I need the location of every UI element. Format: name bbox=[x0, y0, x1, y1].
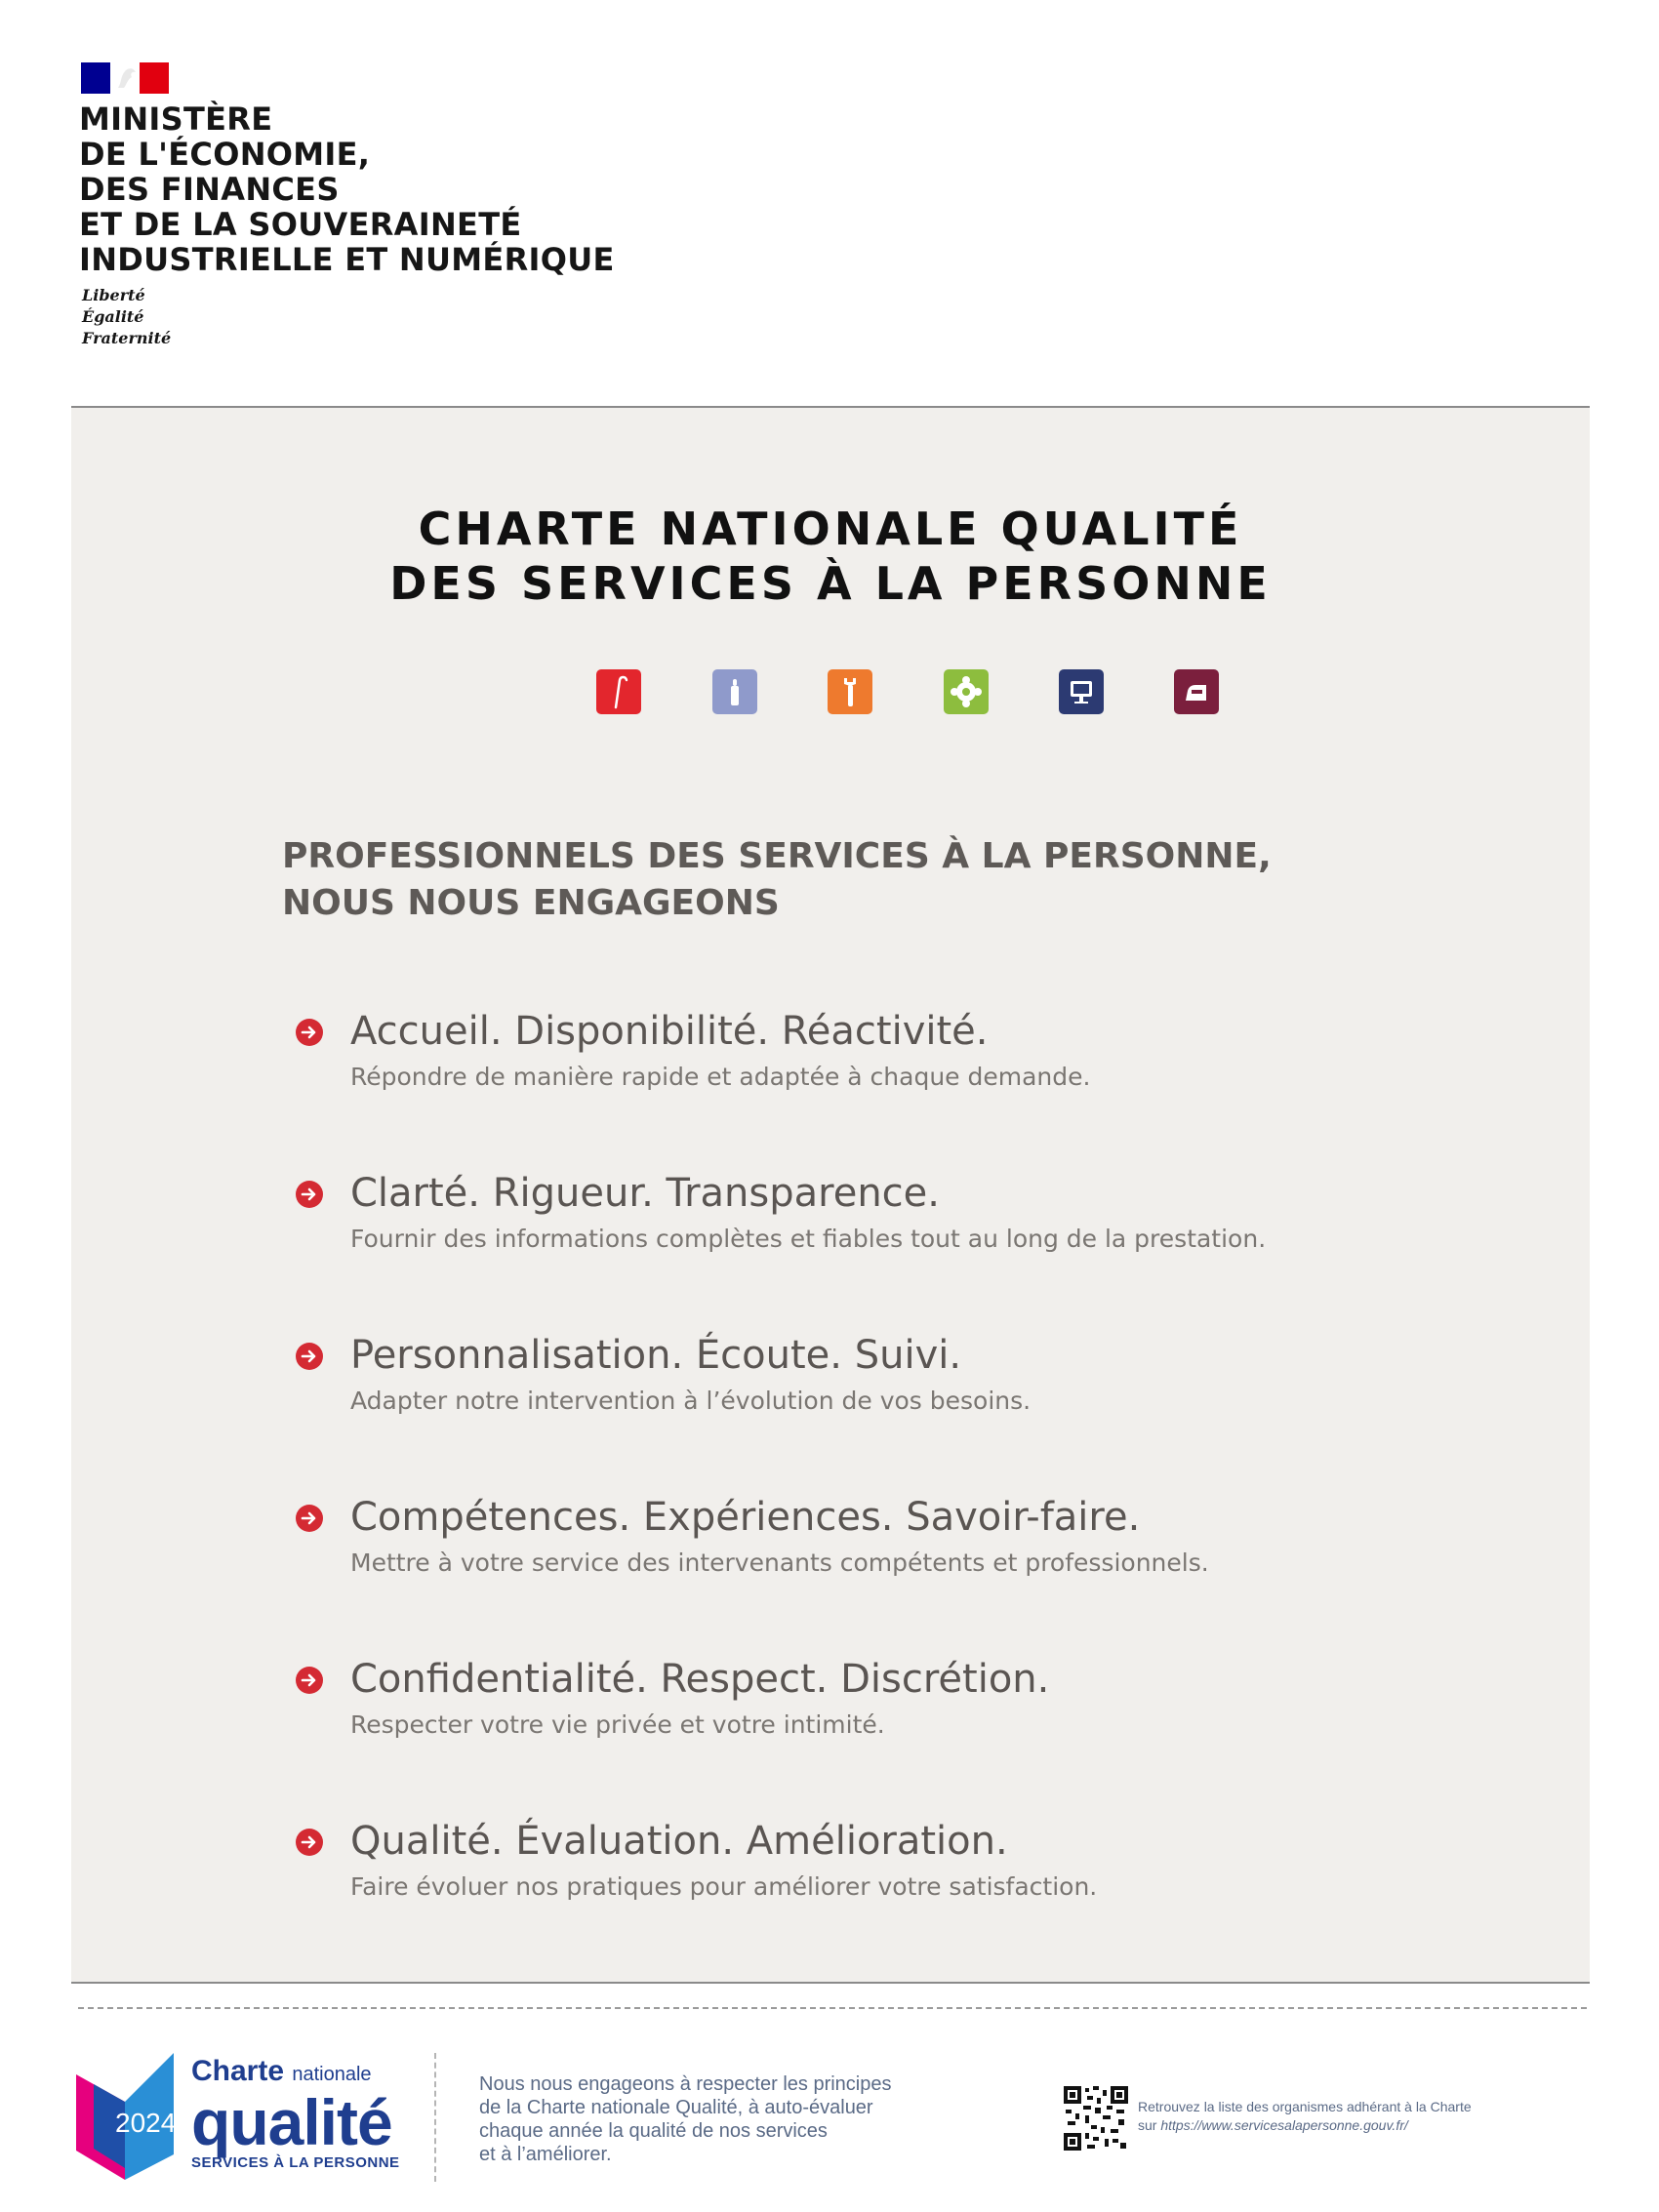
charter-title-line1: CHARTE NATIONALE QUALITÉ bbox=[418, 503, 1243, 555]
pledge-line: de la Charte nationale Qualité, à auto-évaluer bbox=[479, 2097, 873, 2118]
commitment-title: Personnalisation. Écoute. Suivi. bbox=[350, 1333, 962, 1378]
ministry-line: DE L'ÉCONOMIE, bbox=[79, 136, 371, 173]
footer-divider bbox=[78, 2007, 1587, 2009]
commitment-title: Compétences. Expériences. Savoir-faire. bbox=[350, 1495, 1141, 1540]
motto-liberte: Liberté bbox=[82, 286, 145, 304]
iron-icon bbox=[1174, 669, 1219, 714]
logo-nationale: nationale bbox=[292, 2064, 372, 2085]
french-flag-logo bbox=[81, 62, 169, 94]
commitments-heading-line2: NOUS NOUS ENGAGEONS bbox=[282, 883, 780, 923]
arrow-right-icon bbox=[296, 1019, 323, 1046]
qr-code-icon bbox=[1064, 2086, 1128, 2151]
ministry-name bbox=[79, 101, 615, 277]
qr-prefix: sur bbox=[1138, 2117, 1157, 2133]
wrench-icon bbox=[828, 669, 872, 714]
logo-tagline: SERVICES À LA PERSONNE bbox=[191, 2154, 400, 2171]
qr-caption bbox=[1138, 2098, 1472, 2135]
ministry-line: DES FINANCES bbox=[79, 171, 340, 208]
charte-qualite-logo bbox=[191, 2055, 400, 2173]
commitment-description: Mettre à votre service des intervenants compétents et professionnels. bbox=[350, 1548, 1209, 1577]
logo-year: 2024 bbox=[115, 2108, 177, 2138]
commitment-title: Qualité. Évaluation. Amélioration. bbox=[350, 1819, 1008, 1864]
pledge-line: et à l’améliorer. bbox=[479, 2144, 612, 2165]
commitment-title: Confidentialité. Respect. Discrétion. bbox=[350, 1657, 1050, 1702]
commitment-description: Faire évoluer nos pratiques pour améliorer votre satisfaction. bbox=[350, 1872, 1098, 1901]
motto-fraternite: Fraternité bbox=[82, 329, 172, 347]
qr-url-link[interactable]: https://www.servicesalapersonne.gouv.fr/ bbox=[1160, 2117, 1408, 2133]
charter-panel bbox=[71, 406, 1590, 1984]
commitments-heading bbox=[282, 833, 1272, 927]
footer-separator bbox=[434, 2053, 436, 2182]
republic-motto bbox=[82, 285, 171, 349]
commitment-description: Répondre de manière rapide et adaptée à chaque demande. bbox=[350, 1063, 1091, 1091]
commitment-description: Fournir des informations complètes et fiables tout au long de la prestation. bbox=[350, 1225, 1267, 1253]
commitments-heading-line1: PROFESSIONNELS DES SERVICES À LA PERSONNE, bbox=[282, 836, 1272, 876]
qr-caption-line2 bbox=[1138, 2116, 1472, 2135]
ministry-line: MINISTÈRE bbox=[79, 101, 273, 138]
commitment-title: Clarté. Rigueur. Transparence. bbox=[350, 1171, 940, 1216]
flower-icon bbox=[944, 669, 989, 714]
commitment-title: Accueil. Disponibilité. Réactivité. bbox=[350, 1009, 989, 1054]
charter-title-line2: DES SERVICES À LA PERSONNE bbox=[389, 557, 1272, 610]
ministry-line: ET DE LA SOUVERAINETÉ bbox=[79, 206, 522, 243]
arrow-right-icon bbox=[296, 1829, 323, 1856]
arrow-right-icon bbox=[296, 1667, 323, 1694]
arrow-right-icon bbox=[296, 1343, 323, 1370]
computer-icon bbox=[1059, 669, 1104, 714]
motto-egalite: Égalité bbox=[82, 307, 144, 326]
commitment-description: Adapter notre intervention à l’évolution de vos besoins. bbox=[350, 1387, 1032, 1415]
cane-icon bbox=[596, 669, 641, 714]
logo-charte: Charte bbox=[191, 2055, 285, 2087]
logo-qualite: qualité bbox=[191, 2086, 392, 2158]
arrow-right-icon bbox=[296, 1181, 323, 1208]
commitment-description: Respecter votre vie privée et votre intimité. bbox=[350, 1710, 885, 1739]
charter-title bbox=[71, 502, 1590, 611]
service-icons bbox=[528, 669, 1201, 718]
pledge-text bbox=[479, 2072, 891, 2166]
baby-bottle-icon bbox=[712, 669, 757, 714]
pledge-line: chaque année la qualité de nos services bbox=[479, 2120, 828, 2142]
arrow-right-icon bbox=[296, 1505, 323, 1532]
ministry-line: INDUSTRIELLE ET NUMÉRIQUE bbox=[79, 241, 615, 278]
pledge-line: Nous nous engageons à respecter les principes bbox=[479, 2073, 892, 2095]
qr-caption-line1: Retrouvez la liste des organismes adhérant à la Charte bbox=[1138, 2099, 1472, 2114]
